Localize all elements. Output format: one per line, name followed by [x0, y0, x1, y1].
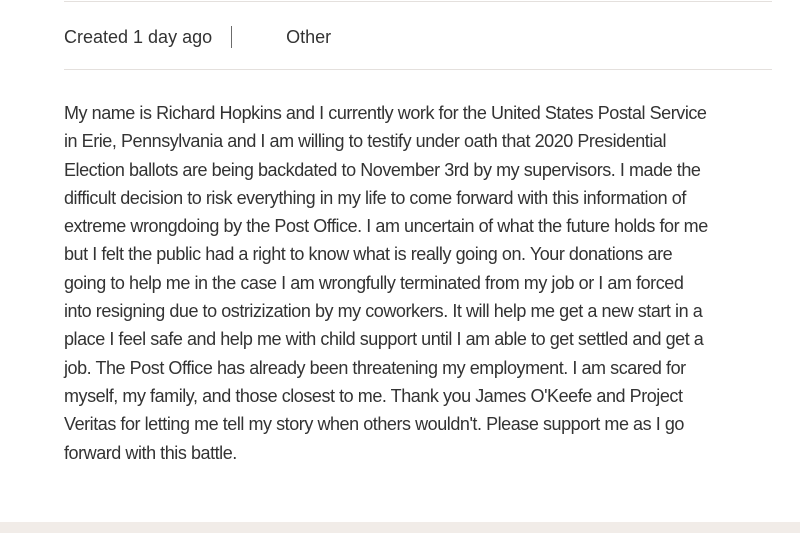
top-divider [64, 1, 772, 2]
campaign-meta-row [64, 24, 331, 50]
page-bottom-strip [0, 522, 800, 533]
meta-divider-line [64, 69, 772, 70]
created-timestamp: Created 1 day ago [64, 26, 213, 47]
campaign-story-text: My name is Richard Hopkins and I currently work for the United States Postal Service in Erie, Pennsylvania and I am willing to testify under oath that 2020 Presidential Election ballots are being backdated to November 3rd by my supervisors. I made the difficult decision to risk everything in my life to come forward with this information of extreme wrongdoing by the Post Office. I am uncertain of what the future holds for me but I felt the public had a right to know what is really going on. Your donations are going to help me in the case I am wrongfully terminated from my job or I am forced into resigning due to ostrizization by my coworkers. It will help me get a new start in a place I feel safe and help me with child support until I am able to get settled and get a job. The Post Office has already been threatening my employment. I am scared for myself, my family, and those closest to me. Thank you James O'Keefe and Project Veritas for letting me tell my story when others wouldn't. Please support me as I go forward with this battle. [64, 103, 708, 463]
meta-divider [231, 26, 232, 48]
category-link[interactable]: Other [286, 26, 332, 47]
